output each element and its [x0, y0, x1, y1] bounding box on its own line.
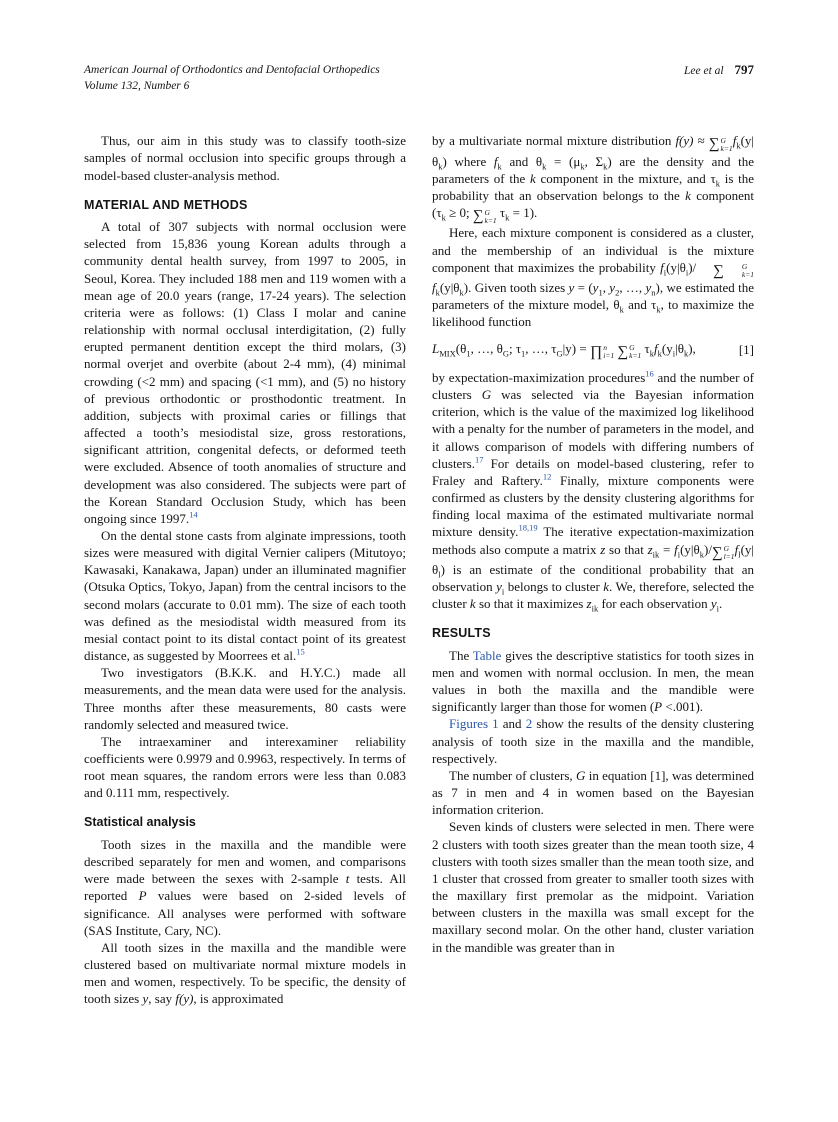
citation-link[interactable]: 12	[542, 471, 552, 482]
text-run: belongs to cluster	[504, 579, 604, 595]
section-heading: MATERIAL AND METHODS	[84, 197, 248, 212]
text-run: y	[592, 280, 599, 296]
paragraph	[84, 733, 406, 802]
text-run: The iterative expectation-maximization methods also compute a matrix	[432, 524, 754, 557]
text-run: , is approximated	[193, 991, 284, 1007]
text-run: i	[677, 549, 681, 560]
text-run: z	[600, 541, 606, 557]
text-run: , …,	[619, 280, 646, 296]
text-run: . We, therefore, selected the cluster	[432, 579, 754, 612]
section-heading: RESULTS	[432, 626, 491, 641]
text-run: =	[659, 541, 675, 557]
citation-link[interactable]: 17	[474, 454, 484, 465]
text-run: ) where	[442, 153, 494, 169]
text-run: is the probability that an observation belongs to the	[432, 170, 755, 203]
text-run: |θ	[675, 340, 684, 356]
text-run: P	[138, 888, 147, 904]
paragraph	[432, 767, 754, 818]
text-run: The intraexaminer and interexaminer reliability coefficients were 0.9979 and 0.9963, respectively. In terms of root mean squares, the random errors were less than 0.083 and 0.111 mm, respectively.	[84, 733, 406, 801]
text-run: ),	[688, 340, 696, 356]
text-run: ≈	[693, 133, 709, 149]
text-run: For details on model-based clustering, refer to Fraley and Raftery.	[432, 455, 754, 488]
text-run: k	[603, 161, 608, 172]
text-run: k	[699, 549, 704, 560]
text-run: ). Given tooth sizes	[463, 280, 569, 296]
text-run: 1	[466, 348, 471, 359]
citation-link[interactable]: 15	[296, 646, 305, 657]
text-run: Tooth sizes in the maxilla and the mandible were described separately for men and women, and comparisons were made between the sexes with 2-sample	[84, 836, 406, 887]
math-operator: ∑ G l=1	[711, 544, 735, 561]
text-run: (y|θ	[432, 133, 754, 169]
paragraph	[432, 647, 754, 716]
running-head-authors: Lee et al	[684, 65, 724, 77]
text-run: ) is an estimate of the conditional probability that an observation	[432, 561, 754, 595]
text-run: = 1).	[509, 205, 538, 221]
page-number: 797	[734, 62, 754, 77]
text-run: l	[438, 569, 441, 580]
text-run: = (	[574, 280, 593, 296]
text-run: P	[654, 699, 663, 715]
text-run: was selected via the Bayesian information criterion, which is the value of the maximized log likelihood with a penalty for the number of parameters in the model, and it allows comparison of models with differing numbers of clusters.	[432, 387, 755, 471]
text-run: τ	[641, 340, 650, 356]
text-run: ik	[652, 549, 660, 560]
equation-number: [1]	[738, 342, 754, 358]
text-run: y	[609, 280, 616, 296]
text-run: by a multivariate normal mixture distribution	[432, 133, 676, 149]
text-run: k	[459, 287, 464, 298]
math-operator: ∑ G k=1	[708, 135, 733, 153]
text-run: y	[568, 280, 575, 296]
text-run: Seven kinds of clusters were selected in men. There were 2 clusters with tooth sizes greater than the mean tooth size, 4 clusters with tooth sizes smaller than the mean tooth size, and 1 cluster that crossed from greater to smaller tooth sizes with the maxillary first premolar as the midpoint. Variation between clusters in the maxilla was small except for the maxillary second molar. On the other hand, cluster variation in the mandible was greater than in	[432, 819, 754, 955]
text-run: 2	[615, 287, 620, 298]
equation-body	[432, 340, 731, 360]
math-operator: ∏ n i=1	[589, 343, 615, 361]
paragraph	[84, 132, 406, 183]
text-run: Thus, our aim in this study was to classify tooth-size samples of normal occlusion into specific groups through a model-based cluster-analysis method.	[84, 133, 406, 183]
text-run: n	[651, 287, 656, 298]
text-run: 1	[598, 287, 603, 298]
subsection-heading: Statistical analysis	[84, 815, 196, 830]
text-run: Two investigators (B.K.K. and H.Y.C.) made all measurements, and the mean data were used for the analysis. Three months after these measurements, 80 casts were randomly selected and measured twice.	[84, 665, 406, 732]
text-run: G	[576, 767, 586, 783]
text-run: A total of 307 subjects with normal occlusion were selected from 15,836 young Korean adults through a community dental health survey, from 1997 to 2005, in Seoul, Korea. They included 188 men and 119 women with a mean age of 20.0 years (range, 17-24 years). The selection criteria were as follows: (1) Class I molar and canine relationship with normal occlusal interdigitation, (2) fully erupted permanent dentition except the third molars, (3) normal overjet and overbite (about 2-4 mm), (4) minimal crowding (<2 mm) and spacing (<1 mm), and (5) no history of previous orthodontic or prosthodontic treatment. In addition, subjects with proximal caries or fillings that affected a tooth’s mesiodistal size, gross restorations, significant attrition, congenital defects, or deformed teeth were excluded. Absence of tooth anomalies of structure and development was also considered. The subjects were part of the Korean Standard Occlusion Study, which has been ongoing since 1997.	[84, 219, 406, 526]
text-run: and the number of clusters	[432, 369, 754, 403]
cross-reference-link[interactable]: 2	[525, 716, 533, 732]
text-run: t	[345, 871, 350, 887]
text-run: i	[501, 586, 505, 597]
paragraph	[84, 836, 406, 939]
text-run: component in the mixture, and τ	[535, 170, 716, 186]
text-run: MIX	[439, 348, 456, 359]
text-run: G	[556, 348, 563, 359]
text-run: f	[732, 133, 737, 149]
text-run: f(y)	[175, 991, 194, 1007]
text-run: (y	[661, 340, 673, 356]
text-run: f	[734, 541, 739, 557]
text-run: f(y)	[675, 133, 694, 149]
text-run: , …, τ	[525, 340, 557, 356]
text-run: show the results of the density clustering analysis of tooth size in the maxilla and the mandible, respectively.	[432, 716, 754, 766]
paragraph	[84, 664, 406, 733]
text-run: l	[738, 549, 741, 560]
math-operator: ∑ G k=1	[713, 262, 754, 280]
text-run: k	[580, 161, 585, 172]
text-run: )/	[688, 259, 697, 275]
left-column	[84, 132, 406, 1007]
text-run: On the dental stone casts from alginate impressions, tooth sizes were measured with digital Vernier calipers (Mitutoyo; Kawasaki, Kanakawa, Japan) under an illuminated magnifier (Otsuka Optics, Tokyo, Japan) from the central incisors to the second molars (accurate to 0.01 mm). The size of each tooth was defined as the mesiodistal width measured from its mesial contact point to its distal contact point of its greatest distance, as suggested by Moorrees et al.	[84, 527, 406, 664]
text-run: = (μ	[546, 153, 581, 169]
text-run: ) are the density and the parameters of the	[432, 153, 755, 186]
two-column-body	[84, 132, 754, 1007]
text-run: gives the descriptive statistics for tooth sizes in men and women with normal occlusion. In men, the mean values in both the maxilla and the mandible were significantly larger than those for women (	[432, 647, 754, 715]
journal-citation	[84, 62, 380, 94]
text-run: k	[441, 212, 446, 223]
text-run: k	[435, 287, 440, 298]
text-run: k	[497, 161, 502, 172]
paragraph	[432, 715, 754, 766]
paragraph	[84, 527, 406, 664]
text-run: ; τ	[508, 340, 522, 356]
text-run: and θ	[501, 153, 543, 169]
text-run: f	[674, 541, 678, 557]
text-run: .	[719, 596, 723, 612]
text-run: k	[529, 170, 536, 186]
citation-link[interactable]: 18,19	[518, 523, 538, 534]
text-run: f	[660, 259, 664, 275]
text-run: k	[603, 579, 610, 595]
text-run: so that	[605, 541, 648, 557]
text-run: k	[656, 304, 661, 315]
text-run: k	[438, 161, 443, 172]
text-run: f	[432, 280, 436, 296]
text-run: , say	[148, 991, 176, 1007]
text-run: Finally, mixture components were confirmed as clusters by the density clustering algorithms for finding local maxima of the estimated multivariate normal mixture density.	[432, 472, 754, 540]
text-run: and τ	[623, 297, 657, 313]
text-run: k	[505, 212, 510, 223]
paragraph	[432, 369, 754, 612]
text-run: tests. All reported	[84, 871, 406, 904]
text-run: |y) =	[562, 340, 590, 356]
text-run: i	[663, 267, 667, 278]
running-head	[684, 62, 754, 78]
text-run: and	[498, 716, 526, 732]
text-run: ≥ 0;	[445, 205, 473, 221]
text-run: k	[685, 187, 691, 203]
text-run: z	[647, 541, 653, 557]
text-run: (y|θ	[666, 259, 686, 275]
cross-reference-link[interactable]: Table	[472, 647, 502, 663]
text-run: f	[493, 153, 498, 169]
text-run: (y|θ	[680, 541, 700, 557]
text-run: component (τ	[432, 187, 754, 221]
text-run: y	[710, 596, 717, 612]
text-run: (θ	[455, 340, 467, 356]
text-run: ik	[591, 603, 599, 614]
text-run: k	[715, 178, 720, 189]
text-run: k	[649, 348, 655, 359]
text-run: 1	[521, 348, 526, 359]
journal-issue: Volume 132, Number 6	[84, 80, 190, 93]
text-run: L	[432, 340, 440, 356]
text-run: (y|θ	[439, 280, 460, 296]
right-column	[432, 132, 754, 1007]
paragraph	[432, 224, 754, 330]
paragraph	[432, 132, 754, 224]
text-run: , Σ	[584, 153, 604, 169]
math-operator: ∑ G k=1	[472, 207, 497, 225]
journal-title: American Journal of Orthodontics and Dentofacial Orthopedics	[84, 64, 380, 76]
text-run: z	[586, 596, 592, 612]
text-run: k	[683, 348, 689, 359]
paragraph	[84, 218, 406, 527]
text-run: τ	[496, 205, 506, 221]
text-run: G	[502, 348, 509, 359]
text-run: f	[654, 340, 658, 356]
text-run: values were based on 2-sided levels of significance. All analyses were performed with software (SAS Institute, Cary, NC).	[84, 888, 406, 938]
text-run: , …, θ	[470, 340, 503, 356]
text-run: (y|θ	[432, 541, 754, 577]
equation	[432, 340, 754, 360]
text-run: k	[542, 161, 547, 172]
paragraph	[432, 818, 754, 955]
text-run: The	[449, 647, 473, 663]
text-run: k	[657, 348, 662, 359]
text-run: G	[481, 387, 492, 403]
text-run: by expectation-maximization procedures	[432, 369, 646, 385]
text-run: Here, each mixture component is considered as a cluster, and the membership of an individual is the mixture component that maximizes the probability	[432, 225, 754, 275]
text-run: ), we estimated the parameters of the mixture model, θ	[432, 280, 754, 313]
text-run: )/	[704, 541, 712, 557]
text-run: k	[736, 140, 741, 151]
text-run: y	[645, 280, 652, 296]
text-run: k	[469, 596, 476, 612]
text-run: k	[619, 304, 624, 315]
text-run: ,	[602, 280, 610, 296]
math-operator: ∑ G k=1	[617, 343, 642, 361]
text-run: in equation [1], was determined as 7 in men and 4 in women based on the Bayesian information criterion.	[432, 767, 754, 818]
citation-link[interactable]: 16	[645, 368, 654, 379]
text-run: <.001).	[662, 699, 704, 715]
text-run: i	[672, 348, 676, 359]
text-run: i	[685, 267, 689, 278]
paragraph	[84, 939, 406, 1008]
cross-reference-link[interactable]: Figures 1	[449, 716, 499, 732]
page-header	[84, 62, 754, 94]
text-run: All tooth sizes in the maxilla and the mandible were clustered based on multivariate normal mixture models in men and women, respectively. To be specific, the density of tooth sizes	[84, 939, 406, 1007]
text-run: so that it maximizes	[475, 596, 587, 612]
text-run: y	[142, 991, 149, 1007]
text-run: The number of clusters,	[449, 767, 577, 783]
text-run: , to maximize the likelihood function	[432, 297, 754, 330]
text-run: for each observation	[598, 596, 711, 612]
citation-link[interactable]: 14	[189, 509, 198, 520]
text-run: y	[496, 579, 502, 595]
text-run: i	[716, 603, 719, 614]
